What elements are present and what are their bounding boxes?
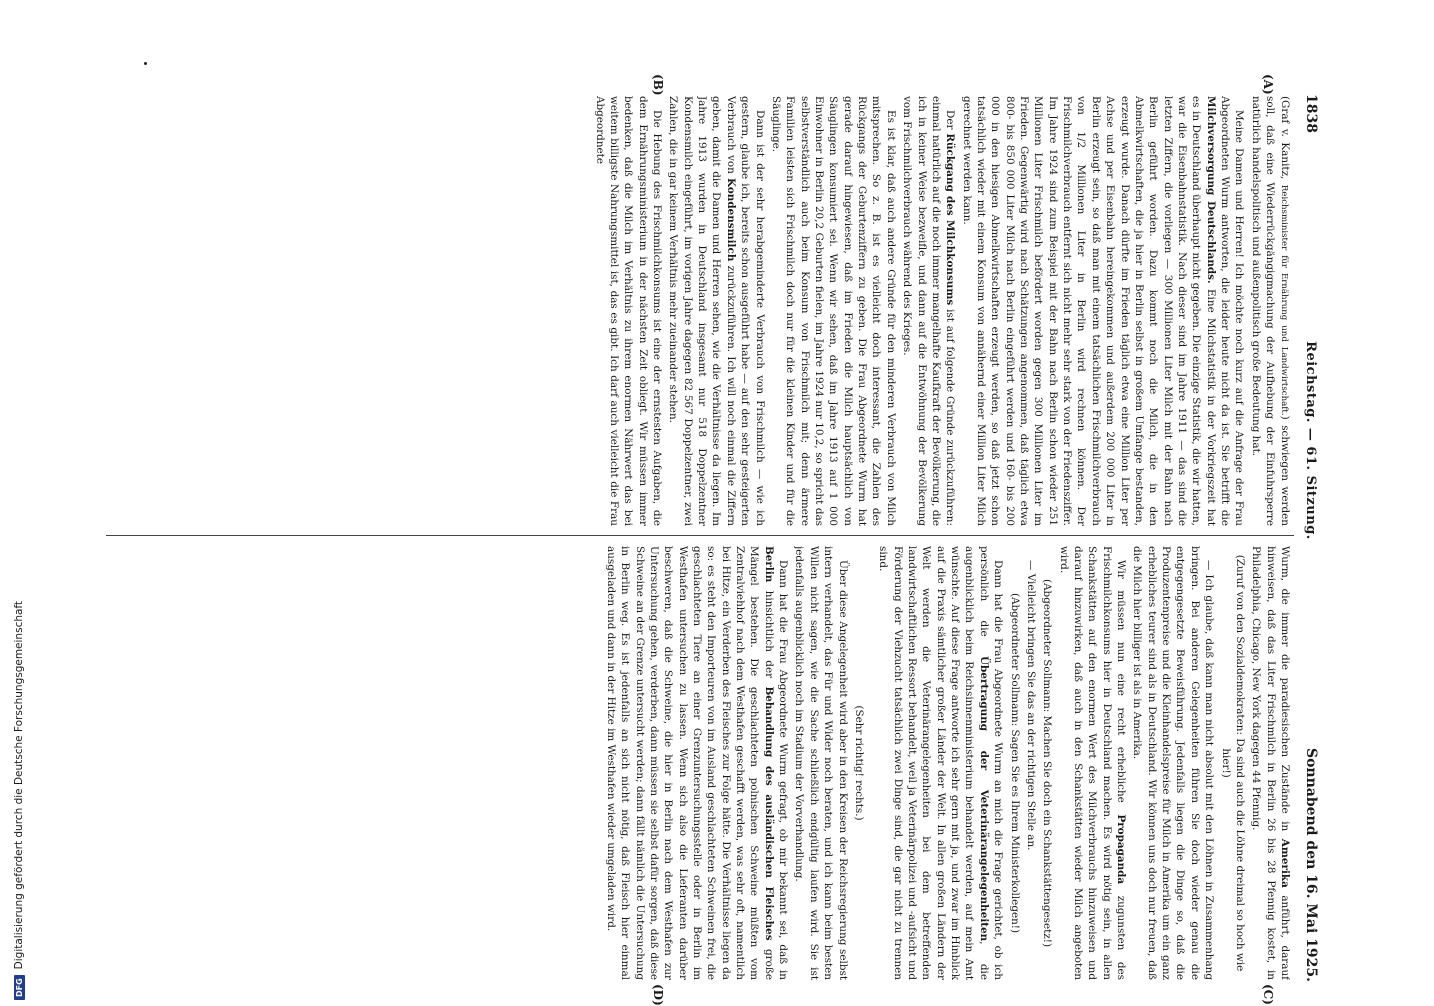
left-bold-5: Kondensmilch (724, 178, 737, 262)
right-paragraph-3 (1056, 546, 1128, 980)
scan-speck (144, 62, 147, 65)
left-text-3b: ist auf folgende Gründe zurückzuführen: einmal natürlich auf die noch immer mangelhafte Kaufkraft der Bevölkerung, die ich in keiner Weise bezweifle, und dann auf die Entwöhnung der Bevölkerung vom Frischmilchverbrauch während des Krieges. (901, 96, 957, 526)
margin-mark-a: (A) (1261, 74, 1275, 95)
scanned-page-area (96, 74, 1328, 1006)
right-text-3a: Wir müssen nun eine recht erhebliche (1115, 560, 1128, 815)
margin-mark-c: (C) (1261, 984, 1275, 1005)
right-text-1a: Wurm, die immer die paradiesischen Zustände in (1279, 546, 1291, 839)
left-text-2b: Eine Milchstatistik in der Vorkriegszeit hat es in Deutschland überhaupt nicht gegeben. Die einzige Statistik, die wir hatten, war die Eisenbahnstatistik. Nach dieser sind im Jahre 1911 — das sind die letzten Ziffern, die vorliegen — 300 Millionen Liter Milch mit der Bahn nach Berlin geführt worden. Dazu kommt noch die Milch, die in den Abmelkwirtschaften, die ja hier in Berlin selbst in großem Umfange bestanden, erzeugt wurde. Danach dürfte im Frieden täglich etwa eine Million Liter per Achse und per Eisenbahn hereingekommen und außerdem 200 000 Liter in Berlin erzeugt sein, so daß man mit einem tatsächlichen Frischmilchverbrauch von 1/2 Millionen Liter in Berlin wird rechnen können. Der Frischmilchverbrauch entfernt sich nicht mehr sehr stark von der Friedensziffer. Im Jahre 1924 sind zum Beispiel mit der Bahn nach Berlin schon wieder 251 Millionen Liter Frischmilch befördert worden gegen 300 Millionen Liter im Frieden. Gegenwärtig wird nach Schätzungen angenommen, daß täglich etwa 800- bis 850 000 Liter Milch nach Berlin eingeführt werden und 160- bis 200 000 in den hiesigen Abmelkwirtschaften erzeugt werden, so daß jetzt schon tatsächlich wieder mit einem Konsum von annähernd einer Million Liter Milch gerechnet werden kann. (960, 96, 1217, 526)
left-paragraph-6: Die Hebung des Frischmilchkonsums ist eine der ernstesten Aufgaben, die dem Ernährungsministerium in der nächsten Zeit obliegt. Wir müssen immer bedenken, daß die Milch im Verhältnis zu ihrem enormen Nährwert das bei weitem billigste Nahrungsmittel ist, das es gibt. Ich darf auch vielleicht die Frau Abgeordnete (593, 96, 664, 526)
right-bold-1: Amerika (1279, 838, 1291, 888)
right-text-3b: zugunsten des Frischmilchkonsums hier in Deutschland machen. Es wird nötig sein, in allen Schankstätten auf den enormen Wert des Milchverbrauchs hinzuweisen und darauf hinzuwirken, daß auch in den Schankstätten wieder Milch angeboten wird. (1057, 546, 1128, 980)
right-paragraph-7 (603, 546, 790, 980)
right-paragraph-6: Über diese Angelegenheit wird aber in den Kreisen der Reichsregierung selbst intern verhandelt, das Für und Wider noch beraten, und ich kann beim besten Willen nicht sagen, wie die Sache schließlich endgültig laufen wird. Sie ist jedenfalls augenblicklich noch im Stadium der Vorverhandlung. (793, 546, 849, 980)
interjection-2: (Abgeordneter Sollmann: Machen Sie doch ein Schankstättengesetz!) (1041, 578, 1054, 947)
right-bold-7a: Berlin (762, 546, 775, 583)
funding-note (10, 0, 28, 1000)
left-text-2a: Meine Damen und Herren! Ich möchte noch kurz auf die Anfrage der Frau Abgeordneten Wurm antworten, die leider heute nicht da ist. Sie betrifft die (1219, 96, 1246, 526)
left-text-5b: zurückzuführen. Ich will noch einmal die Ziffern geben, damit die Damen und Herren sehen, wie die Verhältnisse da liegen. Im Jahre 1913 wurden in Deutschland insgesamt nur 518 Doppelzentner Kondensmilch eingeführt, im vorigen Jahre dagegen 82 567 Doppelzentner, zwei Zahlen, die in gar keinem Verhältnis mehr zueinander stehen. (667, 96, 737, 526)
speaker-role: Reichsminister für Ernährung und Landwirtschaft. (1279, 184, 1289, 416)
column-divider (106, 535, 1294, 536)
left-paragraph-4: Es ist klar, daß auch andere Gründe für den minderen Verbrauch von Milch mitsprechen. So z. B. ist es vielleicht doch interessant, die Zahlen des Rückgangs der Geburtenziffern zu geben. Die Frau Abgeordnete Wurm hat gerade darauf hingewiesen, daß im Frieden die Milch hauptsächlich von Säuglingen konsumiert sei. Wenn wir sehen, daß im Jahre 1913 auf 1 000 Einwohner in Berlin 20,2 Geburten fielen, im Jahre 1924 nur 10,2, so spricht das selbstverständlich auch beim Konsum von Frischmilch mit; denn ärmere Familien leisten sich Frischmilch doch nur für die kleinen Kinder und für die Säuglinge. (769, 96, 897, 526)
margin-mark-b: (B) (651, 74, 665, 96)
right-paragraph-5 (876, 546, 1005, 980)
right-text-5b: , die augenblicklich beim Reichsinnenministerium behandelt werden, auf mein Amt wünschte. Auf diese Frage antworte ich sehr gern mit ja, und zwar im Hinblick auf die Praxis sämtlicher großer Länder der Welt. In allen großen Ländern der Welt werden die Veterinärangelegenheiten bei dem betreffenden landwirtschaftlichen Ressort behandelt, weil ja Veterinärpolizei und -aufsicht und Förderung der Viehzucht tatsächlich zwei Dinge sind, die gar nicht zu trennen sind. (877, 546, 990, 980)
right-text-5a: Dann hat die Frau Abgeordnete Wurm an mich die Frage gerichtet, ob ich persönlich die (977, 546, 1005, 980)
right-text-7a: Dann hat die Frau Abgeordnete Wurm gefragt, ob mir bekannt sei, daß in (777, 560, 790, 980)
right-paragraph-2: — Ich glaube, daß kann man nicht absolut mit den Löhnen in Zusammenhang bringen. Bei anderen Gelegenheiten führen Sie doch wieder genau die entgegengesetzte Beweisführung. Jedenfalls liegen die Dinge so, daß die Produzentenpreise und die Kleinhandelspreise für Milch in Amerika um ein ganz erhebliches teurer sind als in Deutschland. Wir können uns doch nur freuen, daß die Milch hier billiger ist als in Amerika. (1131, 546, 1216, 980)
left-bold-2: Milchversorgung Deutschlands. (1204, 96, 1217, 284)
left-column (106, 96, 1292, 526)
header-date: Sonnabend den 16. Mai 1925. (1302, 747, 1319, 982)
left-bold-3: Rückgang des Milchkonsums (944, 133, 957, 306)
funding-text: Digitalisierung gefördert durch die Deutsche Forschungsgemeinschaft (13, 600, 25, 970)
left-text-3a: Der (944, 110, 957, 134)
speaker-prefix: (Graf v. Kanitz, (1279, 96, 1291, 185)
left-text-5a: Dann ist der sehr herabgeminderte Verbrauch von Frischmilch — wie ich gestern, glaube ich, bereits schon ausgeführt habe — auf den sehr gesteigerten Verbrauch von (724, 96, 766, 526)
reichstag-protocol-page (96, 74, 1328, 1006)
right-bold-3: Propaganda (1115, 814, 1128, 885)
right-column (106, 546, 1292, 980)
speaker-suffix: ) (1279, 415, 1291, 420)
left-paragraph-3 (900, 96, 957, 526)
right-bold-7b: Behandlung des ausländischen Fleisches (762, 686, 775, 941)
page-number: 1838 (1302, 94, 1319, 133)
interjection-1: (Zuruf von den Sozialdemokraten: Da sind auch die Löhne dreimal so hoch wie hier!) (1219, 554, 1246, 972)
right-bold-5: Übertragung der Veterinärangelegenheiten (977, 656, 990, 942)
left-paragraph-5 (666, 96, 767, 526)
right-text-1b: anführt, darauf hinweisen, daß das Liter Frischmilch in Berlin 26 bis 28 Pfennig kostet, in Philadelphia, Chicago, New York dagegen 44 Pfennig. (1250, 546, 1291, 980)
left-paragraph-2 (959, 96, 1246, 526)
left-paragraph-1 (1248, 96, 1292, 526)
interjection-3: (Abgeordneter Sollmann: Sagen Sie es Ihrem Ministerkollegen!) (1008, 592, 1021, 934)
dfg-logo: DFG (14, 975, 25, 1000)
header-session: Reichstag. — 61. Sitzung. (1302, 341, 1318, 540)
page-header (1300, 94, 1320, 982)
right-paragraph-1 (1249, 546, 1292, 980)
right-text-7b: hinsichtlich der (762, 582, 775, 687)
right-text-7c: große Mängel bestehen. Die geschlachteten polnischen Schweine müßten vom Zentralviehhof nach dem Westhafen geschafft werden, was sehr oft, namentlich bei Hitze, ein Verderben des Fleisches zur Folge hätte. Die Verhältnisse liegen da so: es steht den Importeuren von im Ausland geschlachteten Schweinen frei, die geschlachteten Tiere an einer Grenzuntersuchungsstelle oder in Berlin im Westhafen untersuchen zu lassen. Wenn sich also die Lieferanten darüber beschweren, daß die Schweine, die hier in Berlin nach dem Westhafen zur Untersuchung gehen, verderben, dann müssen sie selbst dafür sorgen, daß diese Schweine an der Grenze untersucht werden; dann fällt nämlich die Untersuchung in Berlin weg. Es ist jedenfalls an sich nicht nötig, daß Fleisch hier einmal ausgeladen und dann in der Hitze im Westhafen wieder umgeladen wird. (604, 546, 775, 980)
right-paragraph-4: — Vielleicht bringen Sie das an der richtigen Stelle an. (1024, 560, 1037, 851)
left-text-1: schwiegen werden soll, daß eine Wiederrückgängigmachung der Aufhebung der Einfuhrsperre natürlich handelspolitisch und außenpolitisch große Bedeutung hat. (1249, 96, 1291, 526)
interjection-4: (Sehr richtig! rechts.) (852, 705, 865, 821)
margin-mark-d: (D) (651, 984, 665, 1006)
